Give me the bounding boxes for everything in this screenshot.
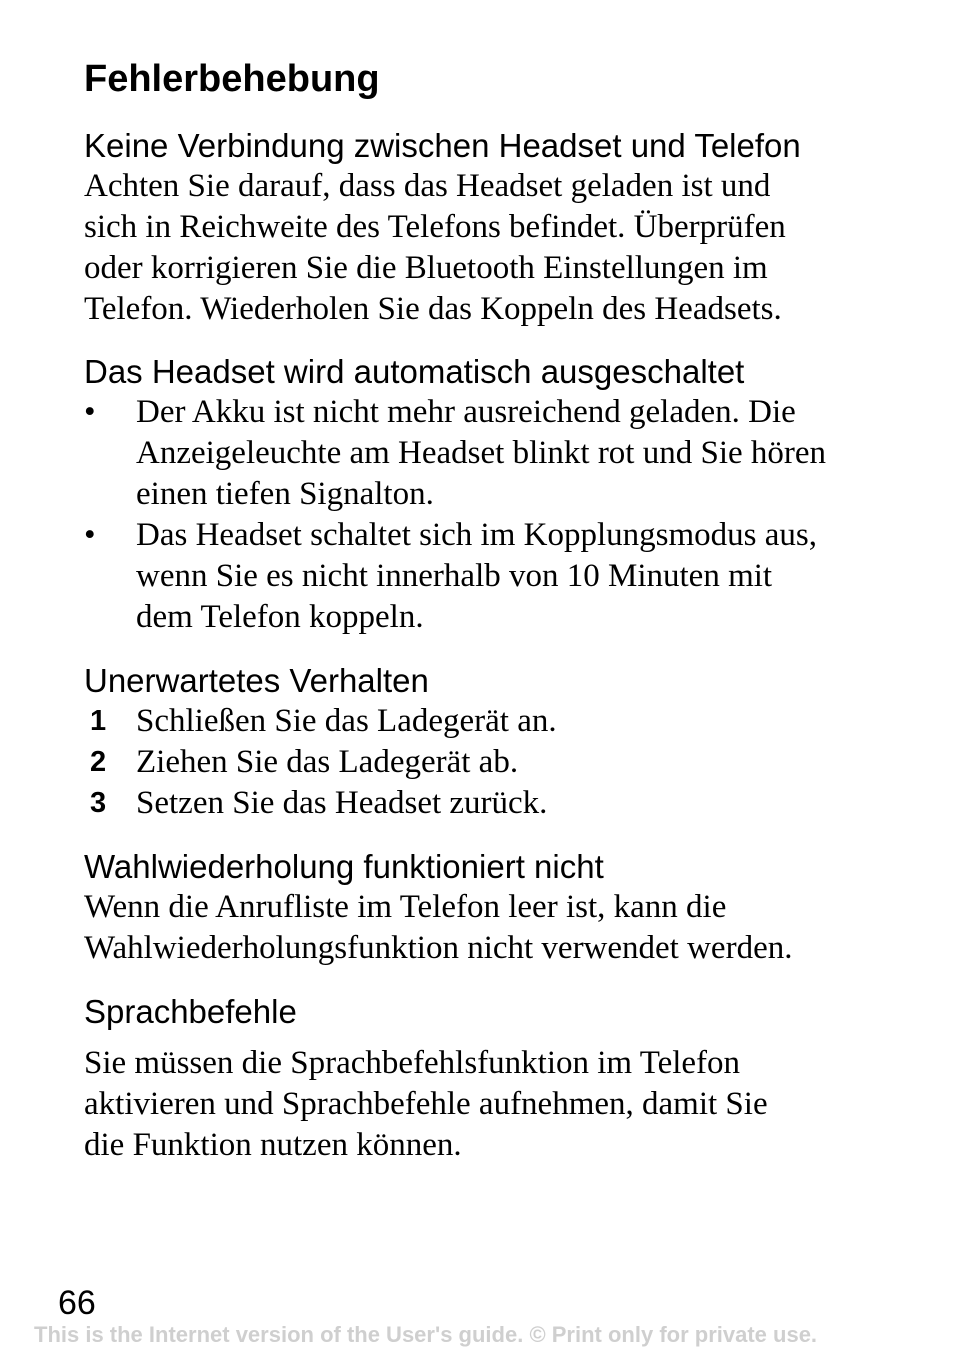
step-item: [84, 783, 914, 824]
body-line: sich in Reichweite des Telefons befindet. Überprüfen: [84, 209, 786, 245]
body-line: Sie müssen die Sprachbefehlsfunktion im Telefon: [84, 1045, 741, 1081]
body-line: die Funktion nutzen können.: [84, 1127, 462, 1163]
step-item: [84, 742, 914, 783]
section-voice: [84, 992, 914, 1166]
body-line: aktivieren und Sprachbefehle aufnehmen, damit Sie: [84, 1086, 768, 1122]
section-no-connection: [84, 126, 914, 330]
body-line: Telefon. Wiederholen Sie das Koppeln des Headsets.: [84, 291, 782, 327]
section-body: [84, 166, 914, 330]
section-heading: Unerwartetes Verhalten: [84, 662, 429, 699]
bullet-icon: •: [84, 517, 96, 553]
section-redial: [84, 847, 914, 969]
step-text: Schließen Sie das Ladegerät an.: [136, 703, 557, 739]
section-heading: Keine Verbindung zwischen Headset und Telefon: [84, 127, 801, 164]
bullet-line: einen tiefen Signalton.: [136, 476, 434, 512]
bullet-line: dem Telefon koppeln.: [136, 599, 424, 635]
body-line: Wahlwiederholungsfunktion nicht verwendet werden.: [84, 930, 793, 966]
page-number: 66: [58, 1284, 96, 1322]
step-number: 2: [90, 746, 107, 778]
step-number: 3: [90, 787, 107, 819]
bullet-line: Anzeigeleuchte am Headset blinkt rot und Sie hören: [136, 435, 827, 471]
numbered-list: [84, 701, 914, 824]
bullet-line: wenn Sie es nicht innerhalb von 10 Minuten mit: [136, 558, 773, 594]
bullet-line: Der Akku ist nicht mehr ausreichend geladen. Die: [136, 394, 796, 430]
step-item: [84, 701, 914, 742]
body-line: Achten Sie darauf, dass das Headset geladen ist und: [84, 168, 771, 204]
section-body: [84, 887, 914, 969]
section-heading: Wahlwiederholung funktioniert nicht: [84, 848, 604, 885]
bullet-item: [84, 392, 914, 515]
bullet-line: Das Headset schaltet sich im Kopplungsmodus aus,: [136, 517, 817, 553]
section-heading: Sprachbefehle: [84, 993, 297, 1030]
step-text: Setzen Sie das Headset zurück.: [136, 785, 548, 821]
section-body: [84, 1043, 914, 1166]
bullet-icon: •: [84, 394, 96, 430]
section-heading: Das Headset wird automatisch ausgeschaltet: [84, 353, 745, 390]
bullet-list: [84, 392, 914, 638]
footer-note: This is the Internet version of the User's guide. © Print only for private use.: [34, 1322, 818, 1347]
bullet-item: [84, 515, 914, 638]
step-text: Ziehen Sie das Ladegerät ab.: [136, 744, 519, 780]
body-line: oder korrigieren Sie die Bluetooth Einstellungen im: [84, 250, 768, 286]
section-unexpected: [84, 661, 914, 824]
page-title: Fehlerbehebung: [84, 58, 380, 100]
body-line: Wenn die Anrufliste im Telefon leer ist, kann die: [84, 889, 727, 925]
step-number: 1: [90, 705, 107, 737]
section-auto-off: [84, 352, 914, 638]
